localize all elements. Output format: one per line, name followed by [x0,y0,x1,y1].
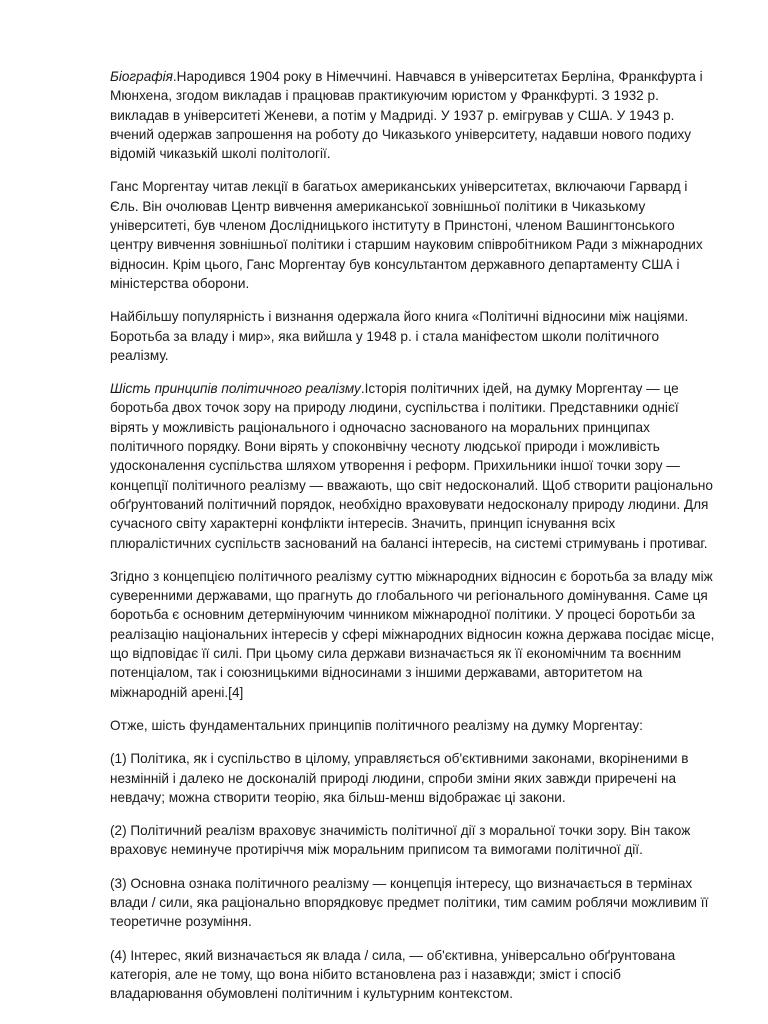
principles-intro-text: .Історія політичних ідей, на думку Моргентау — це боротьба двох точок зору на природу людини, суспільства і політики. Представники однієї вірять у можливість раціонального і одночасно заснованого на моральних принципах політичного порядку. Вони вірять у споконвічну чесноту людської природи і можливість удосконалення суспільства шляхом утворення і реформ. Прихильники іншої точки зору — концепції політичного реалізму — вважають, що світ недосконалий. Щоб створити раціонально обґрунтований політичний порядок, необхідно враховувати недосконалу природу людини. Для сучасного світу характерні конфлікти інтересів. Значить, принцип існування всіх плюралістичних суспільств заснований на балансі інтересів, на системі стримувань і противаг. [110,381,713,551]
principle-2-paragraph: (2) Політичний реалізм враховує значимість політичної дії з моральної точки зору. Він також враховує неминуче протиріччя між моральним приписом та вимогами політичної дії. [110,823,691,858]
principles-heading: Шість принципів політичного реалізму [110,381,361,397]
document-body [110,67,717,1017]
principle-1-paragraph: (1) Політика, як і суспільство в цілому, управляється об'єктивними законами, вкоріненими в незмінній і далеко не досконалій природі людини, спроби зміни яких завжди приречені на невдачу; можна створити теорію, яка більш-менш відображає ці закони. [110,751,689,805]
principles-intro-paragraph [110,379,717,553]
book-paragraph: Найбільшу популярність і визнання одержала його книга «Політичні відносини між націями. Боротьба за владу і мир», яка вийшла у 1948 р. і стала маніфестом школи політичного реалізму. [110,309,689,363]
principle-4-paragraph: (4) Інтерес, який визначається як влада / сила, — об'єктивна, універсально обґрунтована категорія, але не тому, що вона нібито встановлена раз і назавжди; зміст і спосіб владарювання обумовлені політичним і культурним контекстом. [110,947,676,1002]
biography-text: .Народився 1904 року в Німеччині. Навчався в університетах Берліна, Франкфурта і Мюнхена, згодом викладав і працював практикуючим юристом у Франкфурті. З 1932 р. викладав в університеті Женеви, а потім у Мадриді. У 1937 р. емігрував у США. У 1943 р. вчений одержав запрошення на роботу до Чиказького університету, надавши нового подиху відомій чиказькій школі політології. [110,69,703,162]
biography-paragraph [110,67,717,163]
principles-lead-paragraph: Отже, шість фундаментальних принципів політичного реалізму на думку Моргентау: [110,717,643,733]
career-paragraph: Ганс Моргентау читав лекції в багатьох американських університетах, включаючи Гарвард і Єль. Він очолював Центр вивчення американської зовнішньої політики в Чиказькому університеті, був членом Дослідницького інституту в Принстоні, членом Вашингтонського центру вивчення зовнішньої політики і старшим науковим співробітником Ради з міжнародних відносин. Крім цього, Ганс Моргентау був консультантом державного департаменту США і міністерства оборони. [110,179,703,291]
realism-concept-paragraph: Згідно з концепцією політичного реалізму суттю міжнародних відносин є боротьба за владу між суверенними державами, що прагнуть до глобального чи регіонального домінування. Саме ця боротьба є основним детермінуючим чинником міжнародної політики. У процесі боротьби за реалізацію національних інтересів у сфері міжнародних відносин кожна держава посідає місце, що відповідає її силі. При цьому сила держави визначається як її економічним та воєнним потенціалом, так і союзницькими відносинами з іншими державами, авторитетом на міжнародній арені.[4] [110,568,715,700]
principle-3-paragraph: (3) Основна ознака політичного реалізму — концепція інтересу, що визначається в термінах влади / сили, яка раціонально впорядковує предмет політики, тим самим роблячи можливим її теоретичне розуміння. [110,875,709,930]
biography-heading: Біографія [110,69,173,84]
